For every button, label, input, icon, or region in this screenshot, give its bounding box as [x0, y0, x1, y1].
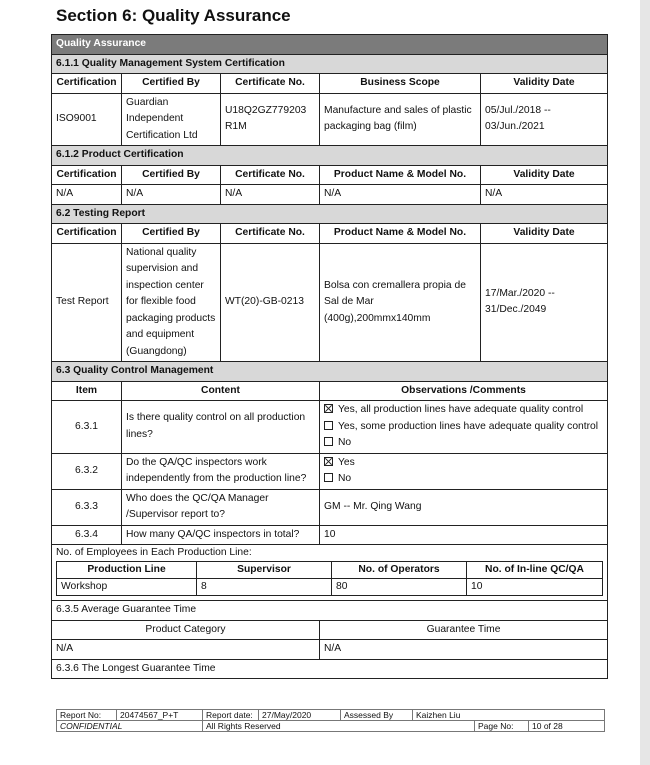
table-row [52, 93, 608, 146]
report-date-label: Report date: [203, 710, 259, 721]
col-header: Business Scope [320, 74, 481, 94]
cell: Test Report [52, 243, 122, 362]
rights-label: All Rights Reserved [203, 721, 475, 732]
col-header: Product Name & Model No. [320, 165, 481, 185]
option-label: No [338, 473, 352, 484]
item-number: 6.3.4 [52, 525, 122, 545]
cell: Bolsa con cremallera propia de Sal de Mar (400g),200mmx140mm [320, 243, 481, 362]
col-header: Product Category [52, 620, 320, 640]
cell: N/A [122, 185, 221, 205]
cell: U18Q2GZ779203 R1M [221, 93, 320, 146]
question: Who does the QC/QA Manager /Supervisor report to? [122, 489, 320, 525]
col-header: Validity Date [481, 74, 608, 94]
table-row [52, 185, 608, 205]
unchecked-checkbox-icon[interactable] [324, 421, 333, 430]
option-label: No [338, 437, 352, 448]
cell: ISO9001 [52, 93, 122, 146]
scrollbar[interactable] [640, 0, 650, 765]
subsection-635-title: 6.3.5 Average Guarantee Time [52, 601, 608, 621]
page-no-label: Page No: [475, 721, 529, 732]
report-no-label: Report No: [57, 710, 117, 721]
col-header: Certificate No. [221, 165, 320, 185]
col-header: Certification [52, 224, 122, 244]
subsection-636-title: 6.3.6 The Longest Guarantee Time [52, 659, 608, 679]
answer: 10 [320, 525, 608, 545]
unchecked-checkbox-icon[interactable] [324, 473, 333, 482]
assessed-by: Kaizhen Liu [413, 710, 605, 721]
checked-checkbox-icon[interactable] [324, 457, 333, 466]
question: Is there quality control on all production lines? [122, 401, 320, 454]
subsection-63-title: 6.3 Quality Control Management [52, 362, 608, 382]
report-date: 27/May/2020 [259, 710, 341, 721]
qc-row-633 [52, 489, 608, 525]
col-header: No. of Operators [332, 562, 467, 579]
col-header: Product Name & Model No. [320, 224, 481, 244]
cell: N/A [52, 185, 122, 205]
col-header: Certified By [122, 224, 221, 244]
col-header: Production Line [57, 562, 197, 579]
observations [320, 453, 608, 489]
employees-title: No. of Employees in Each Production Line: [56, 547, 252, 558]
col-header: Supervisor [197, 562, 332, 579]
assessed-by-label: Assessed By [341, 710, 413, 721]
cell: N/A [320, 640, 608, 660]
item-number: 6.3.3 [52, 489, 122, 525]
cell: N/A [221, 185, 320, 205]
qc-row-632 [52, 453, 608, 489]
col-header: Certificate No. [221, 224, 320, 244]
qc-row-631 [52, 401, 608, 454]
col-header: Validity Date [481, 224, 608, 244]
cell: 10 [467, 579, 603, 596]
col-header: Guarantee Time [320, 620, 608, 640]
subsection-62-title: 6.2 Testing Report [52, 204, 608, 224]
subsection-612-title: 6.1.2 Product Certification [52, 146, 608, 166]
col-header: Item [52, 381, 122, 401]
cell: 8 [197, 579, 332, 596]
option-label: Yes, all production lines have adequate quality control [338, 404, 584, 415]
subsection-611-title: 6.1.1 Quality Management System Certification [52, 54, 608, 74]
checked-checkbox-icon[interactable] [324, 404, 333, 413]
col-header: Certified By [122, 165, 221, 185]
observations [320, 401, 608, 454]
qc-row-634 [52, 525, 608, 545]
page-title: Section 6: Quality Assurance [56, 6, 291, 25]
cell: WT(20)-GB-0213 [221, 243, 320, 362]
cell: Guardian Independent Certification Ltd [122, 93, 221, 146]
col-header: Content [122, 381, 320, 401]
cell: 80 [332, 579, 467, 596]
cell: Workshop [57, 579, 197, 596]
quality-assurance-table [51, 34, 608, 679]
table-row [57, 579, 603, 596]
question: How many QA/QC inspectors in total? [122, 525, 320, 545]
question: Do the QA/QC inspectors work independently from the production line? [122, 453, 320, 489]
table-row [52, 243, 608, 362]
page-number: 10 of 28 [529, 721, 605, 732]
col-header: Certified By [122, 74, 221, 94]
table-row [52, 640, 608, 660]
col-header: No. of In-line QC/QA [467, 562, 603, 579]
cell: 17/Mar./2020 -- 31/Dec./2049 [481, 243, 608, 362]
cell: N/A [52, 640, 320, 660]
item-number: 6.3.2 [52, 453, 122, 489]
option-label: Yes, some production lines have adequate quality control [338, 420, 599, 432]
col-header: Certification [52, 165, 122, 185]
employees-block [52, 545, 608, 601]
col-header: Observations /Comments [320, 381, 608, 401]
report-no: 20474567_P+T [117, 710, 203, 721]
cell: N/A [481, 185, 608, 205]
report-footer [56, 709, 605, 732]
option-label: Yes [338, 456, 355, 468]
answer: GM -- Mr. Qing Wang [320, 489, 608, 525]
cell: N/A [320, 185, 481, 205]
col-header: Certification [52, 74, 122, 94]
col-header: Certificate No. [221, 74, 320, 94]
cell: 05/Jul./2018 -- 03/Jun./2021 [481, 93, 608, 146]
col-header: Validity Date [481, 165, 608, 185]
unchecked-checkbox-icon[interactable] [324, 437, 333, 446]
employees-table [56, 561, 603, 596]
item-number: 6.3.1 [52, 401, 122, 454]
section-header: Quality Assurance [52, 35, 608, 55]
cell: Manufacture and sales of plastic packaging bag (film) [320, 93, 481, 146]
cell: National quality supervision and inspection center for flexible food packaging products and equipment (Guangdong) [122, 243, 221, 362]
confidential-label: CONFIDENTIAL [57, 721, 203, 732]
